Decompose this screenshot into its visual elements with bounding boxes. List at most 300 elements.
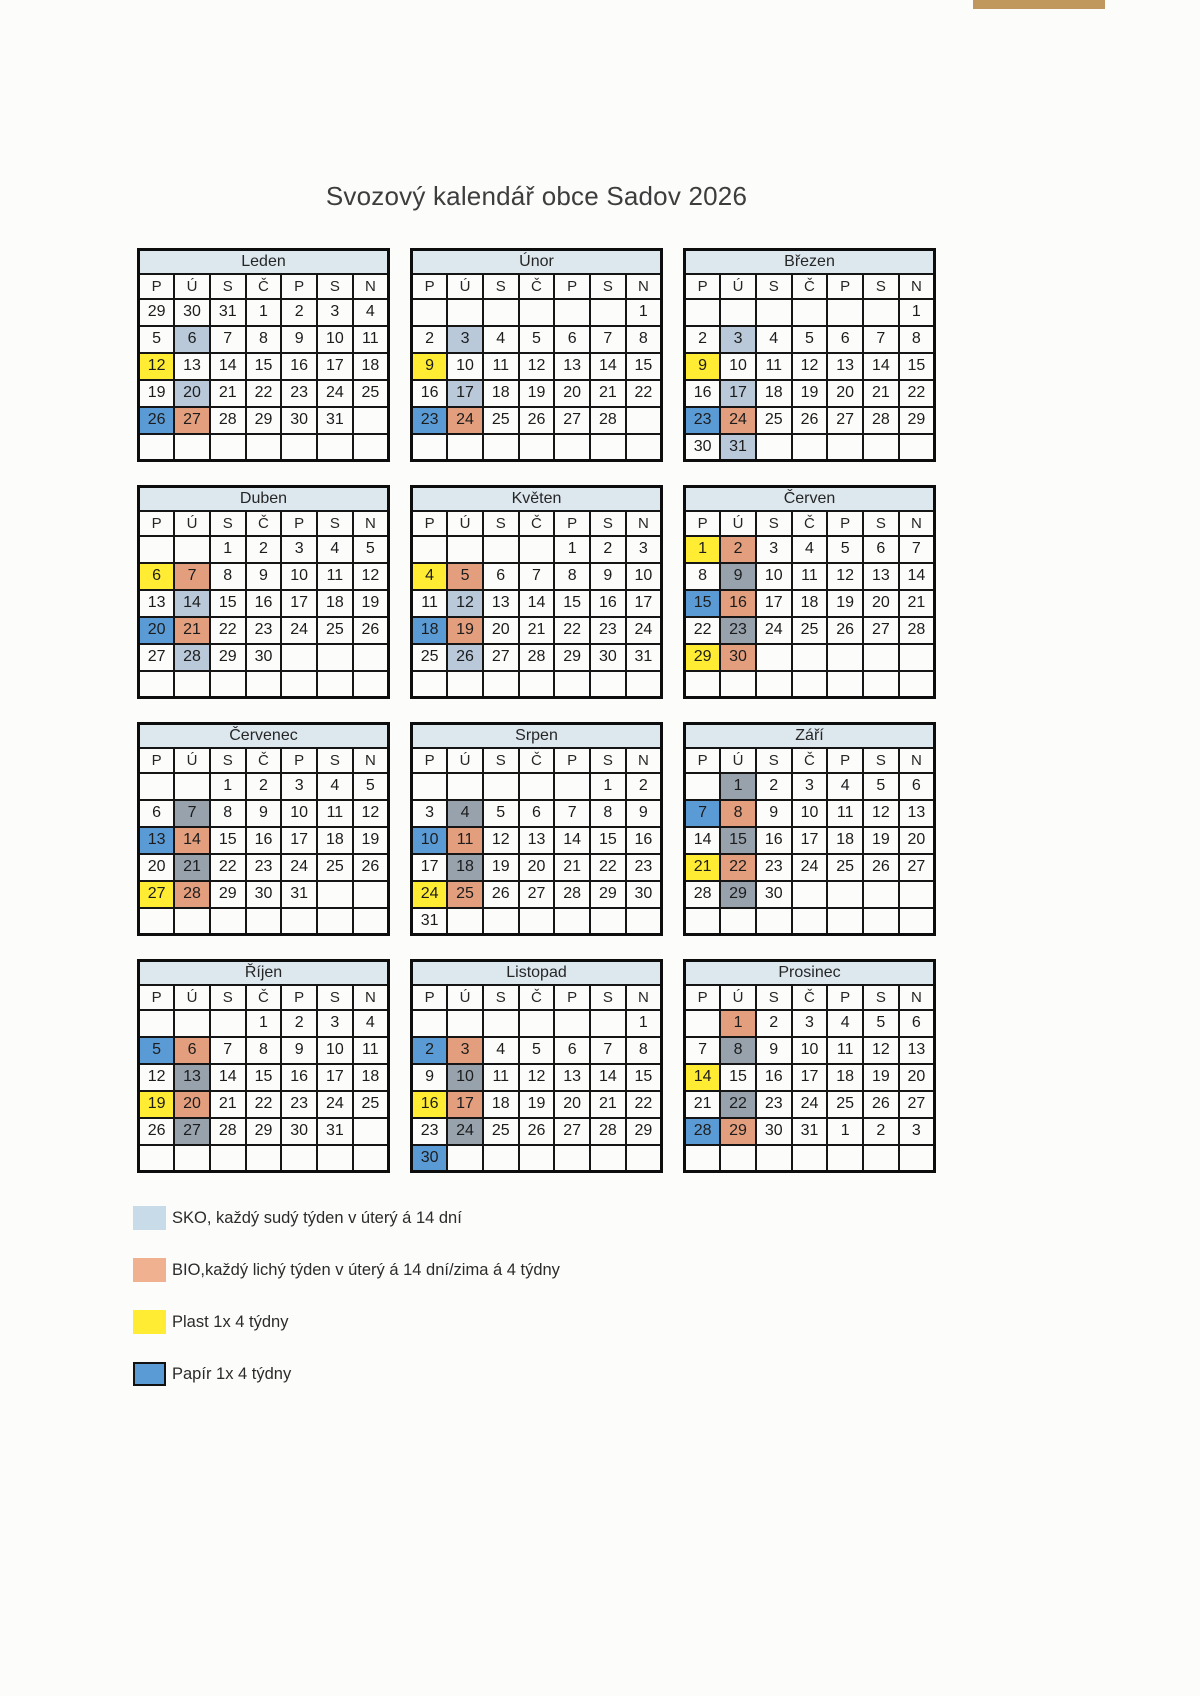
day-cell: [139, 434, 175, 461]
day-cell: [483, 1145, 519, 1172]
day-cell: [412, 773, 448, 800]
day-cell: 8: [685, 563, 721, 590]
day-cell: 1: [720, 1010, 756, 1037]
day-cell: 17: [412, 854, 448, 881]
day-cell: 31: [317, 1118, 353, 1145]
day-cell: [756, 644, 792, 671]
day-cell: 28: [685, 881, 721, 908]
day-cell: 30: [626, 881, 662, 908]
day-of-week-header: N: [626, 511, 662, 536]
day-cell: 21: [554, 854, 590, 881]
day-cell: 30: [756, 1118, 792, 1145]
day-cell: 19: [863, 1064, 899, 1091]
day-cell: 21: [685, 1091, 721, 1118]
day-cell: [626, 434, 662, 461]
day-of-week-header: N: [626, 748, 662, 773]
day-cell: [281, 1145, 317, 1172]
day-cell: 30: [590, 644, 626, 671]
day-cell: 24: [281, 854, 317, 881]
month-title: Srpen: [412, 724, 662, 748]
day-of-week-header: P: [139, 748, 175, 773]
day-cell: 2: [756, 773, 792, 800]
day-cell: 12: [139, 1064, 175, 1091]
day-of-week-header: S: [317, 748, 353, 773]
day-cell: 5: [139, 1037, 175, 1064]
day-cell: 30: [756, 881, 792, 908]
day-of-week-header: S: [756, 274, 792, 299]
day-of-week-header: P: [139, 274, 175, 299]
day-cell: [174, 908, 210, 935]
day-cell: 21: [174, 617, 210, 644]
day-cell: 3: [792, 773, 828, 800]
day-cell: 12: [447, 590, 483, 617]
day-cell: [412, 299, 448, 326]
day-cell: 22: [626, 1091, 662, 1118]
day-cell: 30: [685, 434, 721, 461]
day-cell: 1: [899, 299, 935, 326]
day-cell: 9: [685, 353, 721, 380]
day-cell: 7: [685, 1037, 721, 1064]
day-cell: 7: [174, 800, 210, 827]
day-cell: 24: [720, 407, 756, 434]
day-cell: 24: [412, 881, 448, 908]
day-cell: 14: [899, 563, 935, 590]
day-cell: 26: [519, 407, 555, 434]
day-cell: 5: [519, 326, 555, 353]
day-cell: 12: [863, 1037, 899, 1064]
day-of-week-header: S: [590, 748, 626, 773]
day-cell: 15: [246, 1064, 282, 1091]
day-of-week-header: Ú: [720, 985, 756, 1010]
day-cell: 15: [210, 590, 246, 617]
day-cell: [353, 671, 389, 698]
day-cell: 3: [447, 326, 483, 353]
day-cell: 21: [519, 617, 555, 644]
day-cell: 24: [626, 617, 662, 644]
day-cell: 18: [447, 854, 483, 881]
day-cell: 23: [246, 617, 282, 644]
day-cell: 22: [554, 617, 590, 644]
day-cell: 18: [827, 1064, 863, 1091]
day-cell: 1: [626, 1010, 662, 1037]
day-of-week-header: P: [281, 274, 317, 299]
day-cell: [590, 908, 626, 935]
day-cell: 6: [139, 563, 175, 590]
day-cell: 12: [792, 353, 828, 380]
day-of-week-header: Ú: [720, 748, 756, 773]
day-cell: 30: [412, 1145, 448, 1172]
day-cell: 28: [174, 644, 210, 671]
day-cell: [483, 536, 519, 563]
day-cell: 20: [554, 380, 590, 407]
day-cell: 14: [554, 827, 590, 854]
month-cerven: [683, 485, 936, 699]
day-cell: [827, 1145, 863, 1172]
day-cell: [626, 671, 662, 698]
day-cell: 9: [412, 1064, 448, 1091]
day-cell: [246, 671, 282, 698]
day-of-week-header: P: [685, 511, 721, 536]
day-cell: 15: [899, 353, 935, 380]
day-cell: [519, 536, 555, 563]
month-title: Listopad: [412, 961, 662, 985]
day-cell: 14: [519, 590, 555, 617]
day-cell: 28: [863, 407, 899, 434]
day-cell: [899, 434, 935, 461]
day-cell: [554, 1145, 590, 1172]
month-cervenec: [137, 722, 390, 936]
month-kveten: [410, 485, 663, 699]
day-cell: 21: [210, 380, 246, 407]
month-srpen: [410, 722, 663, 936]
day-cell: [720, 299, 756, 326]
day-of-week-header: Č: [246, 274, 282, 299]
day-cell: 11: [447, 827, 483, 854]
day-cell: 13: [554, 353, 590, 380]
day-cell: [281, 908, 317, 935]
day-cell: 15: [720, 1064, 756, 1091]
day-cell: 26: [139, 1118, 175, 1145]
day-cell: 18: [483, 1091, 519, 1118]
day-of-week-header: S: [317, 511, 353, 536]
day-cell: 22: [685, 617, 721, 644]
day-cell: [756, 434, 792, 461]
day-cell: 6: [483, 563, 519, 590]
day-of-week-header: S: [483, 511, 519, 536]
day-cell: 28: [210, 407, 246, 434]
day-cell: 17: [626, 590, 662, 617]
day-cell: 7: [174, 563, 210, 590]
day-cell: 5: [139, 326, 175, 353]
day-of-week-header: Ú: [720, 511, 756, 536]
day-cell: [590, 671, 626, 698]
day-cell: 1: [246, 299, 282, 326]
day-cell: [554, 1010, 590, 1037]
day-cell: 16: [756, 827, 792, 854]
day-cell: 19: [519, 380, 555, 407]
page-title: Svozový kalendář obce Sadov 2026: [325, 181, 748, 212]
day-of-week-header: P: [554, 511, 590, 536]
day-cell: [317, 644, 353, 671]
day-cell: 4: [412, 563, 448, 590]
month-title: Leden: [139, 250, 389, 274]
day-cell: 9: [590, 563, 626, 590]
day-cell: [899, 1145, 935, 1172]
month-title: Červen: [685, 487, 935, 511]
day-cell: 31: [281, 881, 317, 908]
day-cell: 13: [483, 590, 519, 617]
day-cell: 3: [792, 1010, 828, 1037]
day-of-week-header: S: [483, 985, 519, 1010]
day-cell: [447, 908, 483, 935]
day-of-week-header: S: [590, 511, 626, 536]
day-cell: 24: [281, 617, 317, 644]
day-cell: [317, 1145, 353, 1172]
day-cell: 29: [720, 881, 756, 908]
day-cell: 3: [447, 1037, 483, 1064]
day-cell: 19: [827, 590, 863, 617]
month-duben: [137, 485, 390, 699]
day-of-week-header: Ú: [447, 985, 483, 1010]
day-cell: 2: [281, 1010, 317, 1037]
day-cell: 27: [554, 1118, 590, 1145]
day-cell: 11: [827, 1037, 863, 1064]
day-cell: 9: [281, 1037, 317, 1064]
day-cell: 8: [554, 563, 590, 590]
day-of-week-header: P: [827, 748, 863, 773]
day-cell: [685, 671, 721, 698]
day-of-week-header: S: [210, 274, 246, 299]
day-cell: 1: [626, 299, 662, 326]
day-cell: [412, 671, 448, 698]
legend-item-bio: [133, 1258, 560, 1282]
day-of-week-header: P: [554, 985, 590, 1010]
day-cell: 8: [626, 1037, 662, 1064]
day-cell: 18: [317, 827, 353, 854]
day-cell: 15: [590, 827, 626, 854]
day-cell: 15: [246, 353, 282, 380]
day-cell: 5: [863, 1010, 899, 1037]
day-of-week-header: N: [899, 274, 935, 299]
day-cell: [827, 644, 863, 671]
day-of-week-header: S: [863, 511, 899, 536]
day-cell: 8: [210, 800, 246, 827]
day-cell: 28: [174, 881, 210, 908]
day-cell: 20: [519, 854, 555, 881]
day-cell: [863, 644, 899, 671]
day-cell: 10: [281, 800, 317, 827]
day-cell: [827, 881, 863, 908]
day-cell: 21: [210, 1091, 246, 1118]
day-cell: 15: [720, 827, 756, 854]
day-cell: 9: [720, 563, 756, 590]
day-cell: [899, 644, 935, 671]
day-cell: 13: [139, 590, 175, 617]
day-cell: 6: [863, 536, 899, 563]
day-cell: 30: [246, 644, 282, 671]
day-cell: 11: [317, 563, 353, 590]
day-cell: [792, 434, 828, 461]
day-cell: 27: [139, 644, 175, 671]
day-cell: 26: [353, 617, 389, 644]
day-of-week-header: S: [210, 511, 246, 536]
day-cell: [756, 1145, 792, 1172]
day-cell: [317, 671, 353, 698]
month-zari: [683, 722, 936, 936]
day-cell: 8: [720, 1037, 756, 1064]
day-cell: 12: [139, 353, 175, 380]
day-of-week-header: N: [626, 274, 662, 299]
day-cell: 7: [899, 536, 935, 563]
day-cell: [210, 1145, 246, 1172]
day-cell: 5: [827, 536, 863, 563]
day-cell: 24: [317, 1091, 353, 1118]
day-cell: 23: [756, 1091, 792, 1118]
day-cell: [519, 671, 555, 698]
day-cell: 17: [720, 380, 756, 407]
day-of-week-header: S: [483, 274, 519, 299]
day-cell: 1: [210, 773, 246, 800]
day-of-week-header: S: [756, 748, 792, 773]
month-title: Prosinec: [685, 961, 935, 985]
day-cell: 24: [792, 1091, 828, 1118]
day-cell: 24: [317, 380, 353, 407]
day-cell: 27: [863, 617, 899, 644]
day-cell: [174, 1010, 210, 1037]
day-cell: [590, 434, 626, 461]
day-cell: 19: [483, 854, 519, 881]
day-cell: 4: [827, 1010, 863, 1037]
day-cell: [210, 434, 246, 461]
day-cell: 4: [317, 536, 353, 563]
day-of-week-header: P: [281, 511, 317, 536]
bio-color-swatch: [133, 1258, 166, 1282]
day-cell: 23: [281, 380, 317, 407]
day-of-week-header: Č: [246, 511, 282, 536]
day-cell: 2: [590, 536, 626, 563]
month-prosinec: [683, 959, 936, 1173]
day-cell: 5: [483, 800, 519, 827]
day-cell: 6: [827, 326, 863, 353]
day-of-week-header: N: [626, 985, 662, 1010]
day-cell: 3: [281, 773, 317, 800]
legend-label-bio: BIO,každý lichý týden v úterý á 14 dní/zima á 4 týdny: [172, 1260, 560, 1279]
day-cell: [863, 908, 899, 935]
day-cell: 1: [554, 536, 590, 563]
day-cell: 28: [685, 1118, 721, 1145]
day-of-week-header: S: [317, 985, 353, 1010]
day-cell: 17: [792, 1064, 828, 1091]
day-cell: 29: [554, 644, 590, 671]
day-cell: 7: [210, 1037, 246, 1064]
day-cell: [590, 1010, 626, 1037]
day-cell: 28: [899, 617, 935, 644]
day-cell: [863, 1145, 899, 1172]
day-cell: 26: [139, 407, 175, 434]
day-cell: [174, 1145, 210, 1172]
day-cell: 13: [139, 827, 175, 854]
day-cell: 14: [685, 1064, 721, 1091]
day-cell: 19: [353, 827, 389, 854]
day-of-week-header: Č: [792, 985, 828, 1010]
day-cell: [863, 434, 899, 461]
day-cell: 26: [353, 854, 389, 881]
day-cell: 24: [756, 617, 792, 644]
day-cell: 31: [792, 1118, 828, 1145]
day-cell: 2: [246, 773, 282, 800]
day-cell: [899, 908, 935, 935]
day-cell: 2: [412, 326, 448, 353]
day-cell: 20: [827, 380, 863, 407]
day-cell: [447, 299, 483, 326]
day-cell: 25: [412, 644, 448, 671]
day-of-week-header: Č: [246, 985, 282, 1010]
day-cell: 10: [792, 800, 828, 827]
day-cell: [281, 434, 317, 461]
day-cell: [626, 1145, 662, 1172]
day-cell: [685, 1145, 721, 1172]
day-cell: 25: [317, 854, 353, 881]
day-cell: 4: [756, 326, 792, 353]
day-of-week-header: Ú: [174, 985, 210, 1010]
day-cell: [554, 908, 590, 935]
day-cell: [246, 908, 282, 935]
day-cell: 12: [519, 353, 555, 380]
day-cell: 11: [827, 800, 863, 827]
day-cell: 3: [720, 326, 756, 353]
day-cell: [863, 881, 899, 908]
day-cell: [792, 908, 828, 935]
day-cell: 2: [626, 773, 662, 800]
day-of-week-header: S: [210, 748, 246, 773]
day-cell: 15: [626, 353, 662, 380]
legend: [133, 1206, 560, 1386]
day-cell: 20: [174, 1091, 210, 1118]
day-of-week-header: N: [353, 274, 389, 299]
day-cell: 14: [174, 590, 210, 617]
day-of-week-header: N: [899, 748, 935, 773]
day-cell: 29: [720, 1118, 756, 1145]
day-cell: [139, 908, 175, 935]
day-of-week-header: N: [899, 511, 935, 536]
day-cell: 24: [792, 854, 828, 881]
day-cell: 21: [590, 1091, 626, 1118]
day-cell: 18: [353, 1064, 389, 1091]
day-cell: 6: [554, 1037, 590, 1064]
day-cell: 16: [412, 380, 448, 407]
day-cell: 3: [412, 800, 448, 827]
day-cell: 9: [246, 563, 282, 590]
day-cell: [720, 671, 756, 698]
papir-color-swatch: [133, 1362, 166, 1386]
day-cell: 5: [353, 773, 389, 800]
day-cell: 9: [246, 800, 282, 827]
day-cell: 13: [174, 353, 210, 380]
day-cell: 5: [863, 773, 899, 800]
day-of-week-header: P: [685, 274, 721, 299]
day-cell: 10: [756, 563, 792, 590]
day-cell: 12: [519, 1064, 555, 1091]
day-cell: 15: [626, 1064, 662, 1091]
day-cell: 8: [246, 326, 282, 353]
day-of-week-header: P: [827, 511, 863, 536]
legend-item-papir: [133, 1362, 560, 1386]
day-of-week-header: S: [590, 985, 626, 1010]
day-cell: 10: [626, 563, 662, 590]
day-cell: 4: [483, 1037, 519, 1064]
day-cell: [519, 773, 555, 800]
day-cell: 30: [720, 644, 756, 671]
day-cell: 20: [174, 380, 210, 407]
day-of-week-header: P: [554, 748, 590, 773]
day-cell: [174, 773, 210, 800]
day-cell: [519, 1010, 555, 1037]
day-cell: 20: [899, 827, 935, 854]
day-cell: 5: [792, 326, 828, 353]
day-of-week-header: P: [139, 511, 175, 536]
day-cell: 6: [174, 1037, 210, 1064]
day-cell: [792, 671, 828, 698]
day-cell: 3: [317, 299, 353, 326]
day-cell: [210, 908, 246, 935]
day-cell: 2: [863, 1118, 899, 1145]
day-cell: [519, 1145, 555, 1172]
month-unor: [410, 248, 663, 462]
day-cell: 12: [483, 827, 519, 854]
day-of-week-header: P: [281, 985, 317, 1010]
day-cell: [756, 299, 792, 326]
day-cell: 16: [246, 590, 282, 617]
